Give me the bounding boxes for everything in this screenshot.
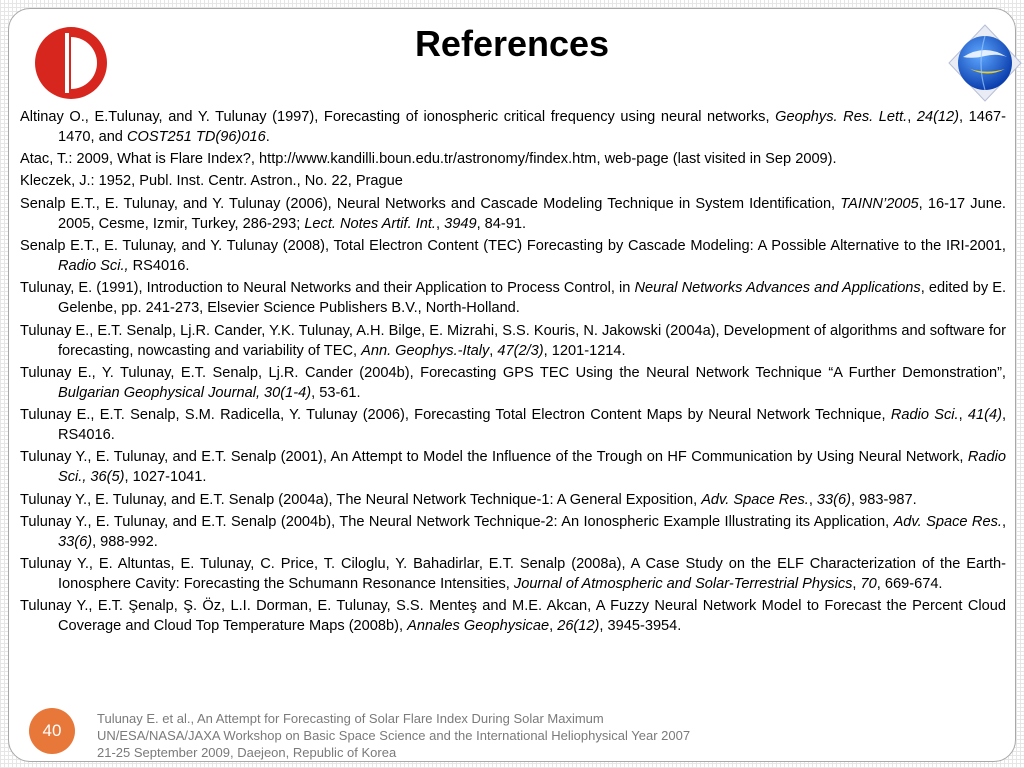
reference-text: , 1201-1214.	[543, 342, 626, 359]
footer-line-2: UN/ESA/NASA/JAXA Workshop on Basic Space Science and the International Heliophysical Year 2007	[97, 728, 691, 743]
reference-entry	[20, 171, 1006, 191]
reference-text: Tulunay Y., E. Tulunay, and E.T. Senalp (2004a), The Neural Network Technique-1: A General Exposition,	[20, 491, 702, 508]
reference-text: , 983-987.	[851, 491, 917, 508]
reference-entry	[20, 236, 1006, 276]
reference-text: , 1467-1470, and	[58, 109, 1007, 146]
reference-italic-text: 33(6)	[58, 533, 93, 550]
reference-italic-text: 24(12)	[916, 109, 960, 125]
reference-text: , 16-17 June. 2005, Cesme, Izmir, Turkey, 286-293;	[58, 195, 1006, 232]
reference-text: Tulunay E., E.T. Senalp, S.M. Radicella, Y. Tulunay (2006), Forecasting Total Electron Content Maps by Neural Network Technique,	[20, 407, 891, 424]
reference-text: Tulunay Y., E. Tulunay, and E.T. Senalp (2001), An Attempt to Model the Influence of the Trough on HF Communication by Using Neural Network,	[20, 449, 968, 466]
reference-text: , 53-61.	[311, 384, 361, 401]
reference-entry	[20, 596, 1006, 636]
reference-text: , 669-674.	[876, 576, 943, 593]
reference-italic-text: 26(12)	[557, 618, 600, 635]
reference-text: Atac, T.: 2009, What is Flare Index?, http://www.kandilli.boun.edu.tr/astronomy/findex.htm, web-page (last visited in Sep 2009).	[20, 151, 837, 168]
reference-text: ,	[958, 407, 968, 424]
reference-text: Tulunay E., Y. Tulunay, E.T. Senalp, Lj.R. Cander (2004b), Forecasting GPS TEC Using the Neural Network Technique “A Further Demonstration”,	[20, 364, 1006, 381]
reference-italic-text: Neural Networks Advances and Applications	[634, 280, 921, 297]
footer-line-3: 21-25 September 2009, Daejeon, Republic of Korea	[97, 745, 397, 760]
reference-text: Tulunay Y., E.T. Şenalp, Ş. Öz, L.I. Dorman, E. Tulunay, S.S. Menteş and M.E. Akcan, A Fuzzy Neural Network Model to Forecast the Percent Cloud Coverage and Cloud Top Temperature Maps (2008b),	[20, 598, 1006, 635]
reference-italic-text: Adv. Space Res.	[893, 513, 1002, 530]
reference-text: , 84-91.	[476, 215, 527, 232]
reference-text: ,	[549, 618, 558, 635]
reference-italic-text: Radio Sci., 36(5)	[58, 449, 1006, 486]
reference-text: ,	[907, 109, 917, 125]
reference-entry	[20, 321, 1006, 361]
reference-italic-text: Lect. Notes Artif. Int.	[304, 215, 436, 232]
reference-entry	[20, 278, 1006, 318]
reference-text: , RS4016.	[58, 407, 1007, 444]
reference-italic-text: Annales Geophysicae	[407, 618, 550, 635]
reference-italic-text: Adv. Space Res.	[701, 491, 809, 508]
reference-text: ,	[435, 215, 445, 232]
reference-text: ,	[489, 342, 498, 359]
reference-text: , 3945-3954.	[599, 618, 682, 635]
reference-text: Kleczek, J.: 1952, Publ. Inst. Centr. Astron., No. 22, Prague	[20, 173, 403, 190]
reference-text: Senalp E.T., E. Tulunay, and Y. Tulunay (2006), Neural Networks and Cascade Modeling Technique in System Identification,	[20, 195, 841, 212]
reference-italic-text: 3949	[444, 215, 477, 232]
reference-italic-text: Radio Sci.,	[58, 258, 129, 275]
reference-text: , 1027-1041.	[124, 469, 207, 486]
reference-italic-text: Bulgarian Geophysical Journal, 30(1-4)	[58, 384, 312, 401]
reference-text: , 988-992.	[92, 533, 158, 550]
reference-entry	[20, 194, 1006, 234]
reference-text: Senalp E.T., E. Tulunay, and Y. Tulunay (2008), Total Electron Content (TEC) Forecasting by Cascade Modeling: A Possible Alternative to the IRI-2001,	[20, 237, 1006, 254]
reference-entry	[20, 405, 1006, 445]
slide-frame	[8, 8, 1016, 762]
reference-entry	[20, 490, 1006, 510]
reference-italic-text: Journal of Atmospheric and Solar-Terrestrial Physics	[513, 576, 853, 593]
reference-text: Altinay O., E.Tulunay, and Y. Tulunay (1997), Forecasting of ionospheric critical frequency using neural networks,	[20, 109, 776, 125]
reference-text: ,	[852, 576, 861, 593]
page-number-badge: 40	[29, 708, 75, 754]
reference-italic-text: COST251 TD(96)016	[126, 129, 266, 146]
reference-italic-text: Geophys. Res. Lett.	[775, 109, 908, 125]
reference-text: Tulunay Y., E. Tulunay, and E.T. Senalp (2004b), The Neural Network Technique-2: An Ionospheric Example Illustrating its Application,	[20, 513, 894, 530]
reference-entry	[20, 554, 1006, 594]
globe-logo-icon	[947, 23, 1023, 103]
reference-text: , edited by E. Gelenbe, pp. 241-273, Elsevier Science Publishers B.V., North-Holland.	[58, 280, 1006, 317]
reference-italic-text: 33(6)	[816, 491, 851, 508]
page-title: References	[414, 23, 610, 64]
reference-text: ,	[808, 491, 817, 508]
reference-italic-text: Ann. Geophys.-Italy	[361, 342, 490, 359]
reference-text: ,	[1001, 513, 1006, 530]
reference-italic-text: TAINN’2005	[840, 195, 919, 212]
reference-text: Tulunay E., E.T. Senalp, Lj.R. Cander, Y.K. Tulunay, A.H. Bilge, E. Mizrahi, S.S. Kouris, N. Jakowski (2004a), Development of algorithms and software for forecasting, nowcasting and variability of TEC,	[20, 322, 1006, 359]
reference-text: Tulunay Y., E. Altuntas, E. Tulunay, C. Price, T. Ciloglu, Y. Bahadirlar, E.T. Senalp (2008a), A Case Study on the ELF Characterization of the Earth-Ionosphere Cavity: Forecasting the Schumann Resonance Intensities,	[20, 556, 1006, 593]
reference-italic-text: Radio Sci.	[890, 407, 959, 424]
reference-italic-text: 47(2/3)	[497, 342, 544, 359]
footer-line-1: Tulunay E. et al., An Attempt for Forecasting of Solar Flare Index During Solar Maximum	[97, 711, 604, 726]
slide-footer	[97, 710, 690, 761]
reference-text: RS4016.	[128, 258, 190, 275]
reference-entry	[20, 107, 1006, 147]
reference-text: Tulunay, E. (1991), Introduction to Neural Networks and their Application to Process Control, in	[20, 280, 635, 297]
reference-list	[20, 107, 1006, 639]
reference-entry	[20, 512, 1006, 552]
reference-italic-text: 70	[860, 576, 877, 593]
reference-italic-text: 41(4)	[967, 407, 1002, 424]
reference-text: .	[265, 129, 270, 146]
reference-entry	[20, 447, 1006, 487]
reference-entry	[20, 149, 1006, 169]
reference-entry	[20, 363, 1006, 403]
